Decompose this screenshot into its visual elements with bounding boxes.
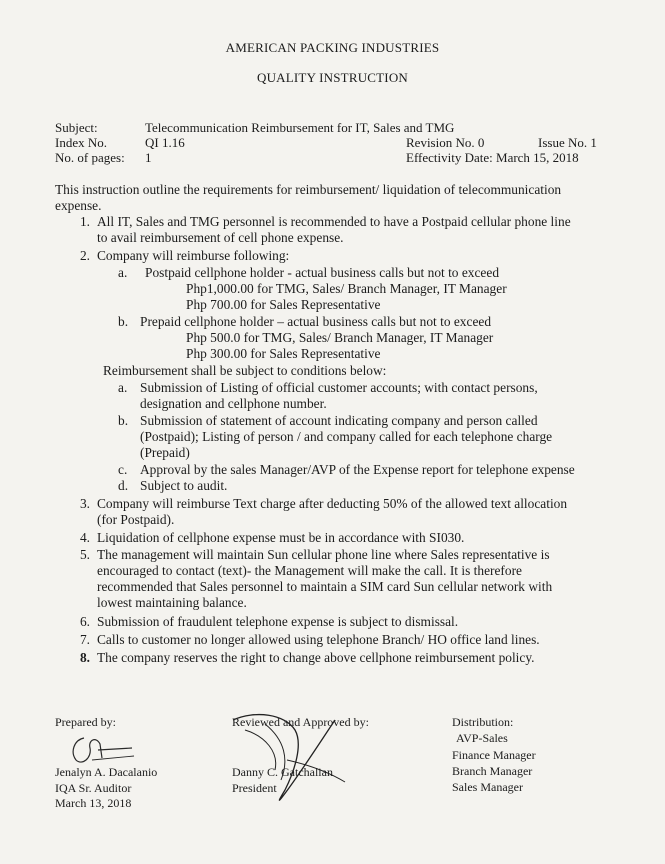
distribution-item: AVP-Sales [456,731,508,745]
list-item-text: Submission of fraudulent telephone expense is subject to dismissal. [97,614,459,629]
list-item-text: (for Postpaid). [97,512,175,527]
document-type: QUALITY INSTRUCTION [257,70,408,85]
conditions-intro: Reimbursement shall be subject to conditions below: [103,363,387,378]
list-item-number: 8. [79,650,90,665]
list-item-text: Company will reimburse following: [97,248,290,263]
reviewed-by-label: Reviewed and Approved by: [232,715,369,729]
index-label: Index No. [55,135,107,150]
effectivity-date: Effectivity Date: March 15, 2018 [406,150,579,165]
list-item-number: 6. [79,614,90,629]
reviewed-by-title: President [232,781,277,795]
list-item-text: to avail reimbursement of cell phone expense. [97,230,344,245]
sub-item-text: Postpaid cellphone holder - actual business calls but not to exceed [145,265,500,280]
list-item-number: 3. [79,496,90,511]
intro-line: expense. [55,198,102,213]
condition-text: Approval by the sales Manager/AVP of the Expense report for telephone expense [140,462,575,477]
condition-letter: b. [118,413,129,428]
distribution-label: Distribution: [452,715,514,729]
condition-letter: d. [118,478,129,493]
condition-text: designation and cellphone number. [140,396,327,411]
sub-item-text: Prepaid cellphone holder – actual business calls but not to exceed [140,314,492,329]
list-item-text: encouraged to contact (text)- the Management will make the call. It is therefore [97,563,522,578]
prepared-by-title: IQA Sr. Auditor [55,781,132,795]
condition-text: Submission of statement of account indicating company and person called [140,413,538,428]
distribution-item: Finance Manager [452,748,536,762]
sub-item-detail: Php 300.00 for Sales Representative [186,346,381,361]
sub-item-letter: b. [118,314,129,329]
intro-line: This instruction outline the requirements for reimbursement/ liquidation of telecommunication [55,182,562,197]
prepared-by-name: Jenalyn A. Dacalanio [55,765,158,779]
list-item-number: 7. [79,632,90,647]
condition-text: (Prepaid) [140,445,190,460]
revision-number: Revision No. 0 [406,135,485,150]
list-item-text: Liquidation of cellphone expense must be in accordance with SI030. [97,530,465,545]
index-value: QI 1.16 [145,135,185,150]
condition-letter: a. [118,380,128,395]
condition-text: (Postpaid); Listing of person / and company called for each telephone charge [140,429,553,444]
subject-value: Telecommunication Reimbursement for IT, Sales and TMG [145,120,455,135]
list-item-number: 1. [79,214,90,229]
sub-item-detail: Php1,000.00 for TMG, Sales/ Branch Manager, IT Manager [186,281,507,296]
subject-label: Subject: [55,120,98,135]
list-item-text: Calls to customer no longer allowed using telephone Branch/ HO office land lines. [97,632,540,647]
condition-letter: c. [118,462,128,477]
condition-text: Subject to audit. [140,478,228,493]
issue-number: Issue No. 1 [538,135,597,150]
list-item-text: recommended that Sales personnel to maintain a SIM card Sun cellular network with [97,579,553,594]
company-name: AMERICAN PACKING INDUSTRIES [225,40,440,55]
sub-item-letter: a. [118,265,128,280]
distribution-item: Sales Manager [452,780,523,794]
prepared-by-label: Prepared by: [55,715,116,729]
sub-item-detail: Php 500.0 for TMG, Sales/ Branch Manager, IT Manager [186,330,494,345]
pages-label: No. of pages: [55,150,125,165]
list-item-text: Company will reimburse Text charge after deducting 50% of the allowed text allocation [97,496,568,511]
list-item-number: 5. [79,547,90,562]
list-item-text: The company reserves the right to change above cellphone reimbursement policy. [97,650,535,665]
sub-item-detail: Php 700.00 for Sales Representative [186,297,381,312]
list-item-text: All IT, Sales and TMG personnel is recommended to have a Postpaid cellular phone line [97,214,571,229]
pages-value: 1 [145,150,152,165]
list-item-number: 2. [79,248,90,263]
distribution-item: Branch Manager [452,764,533,778]
reviewed-by-name: Danny C. Gatchalian [232,765,333,779]
list-item-text: The management will maintain Sun cellular phone line where Sales representative is [97,547,550,562]
condition-text: Submission of Listing of official customer accounts; with contact persons, [140,380,538,395]
prepared-by-date: March 13, 2018 [55,796,132,810]
list-item-text: lowest maintaining balance. [97,595,247,610]
list-item-number: 4. [79,530,90,545]
